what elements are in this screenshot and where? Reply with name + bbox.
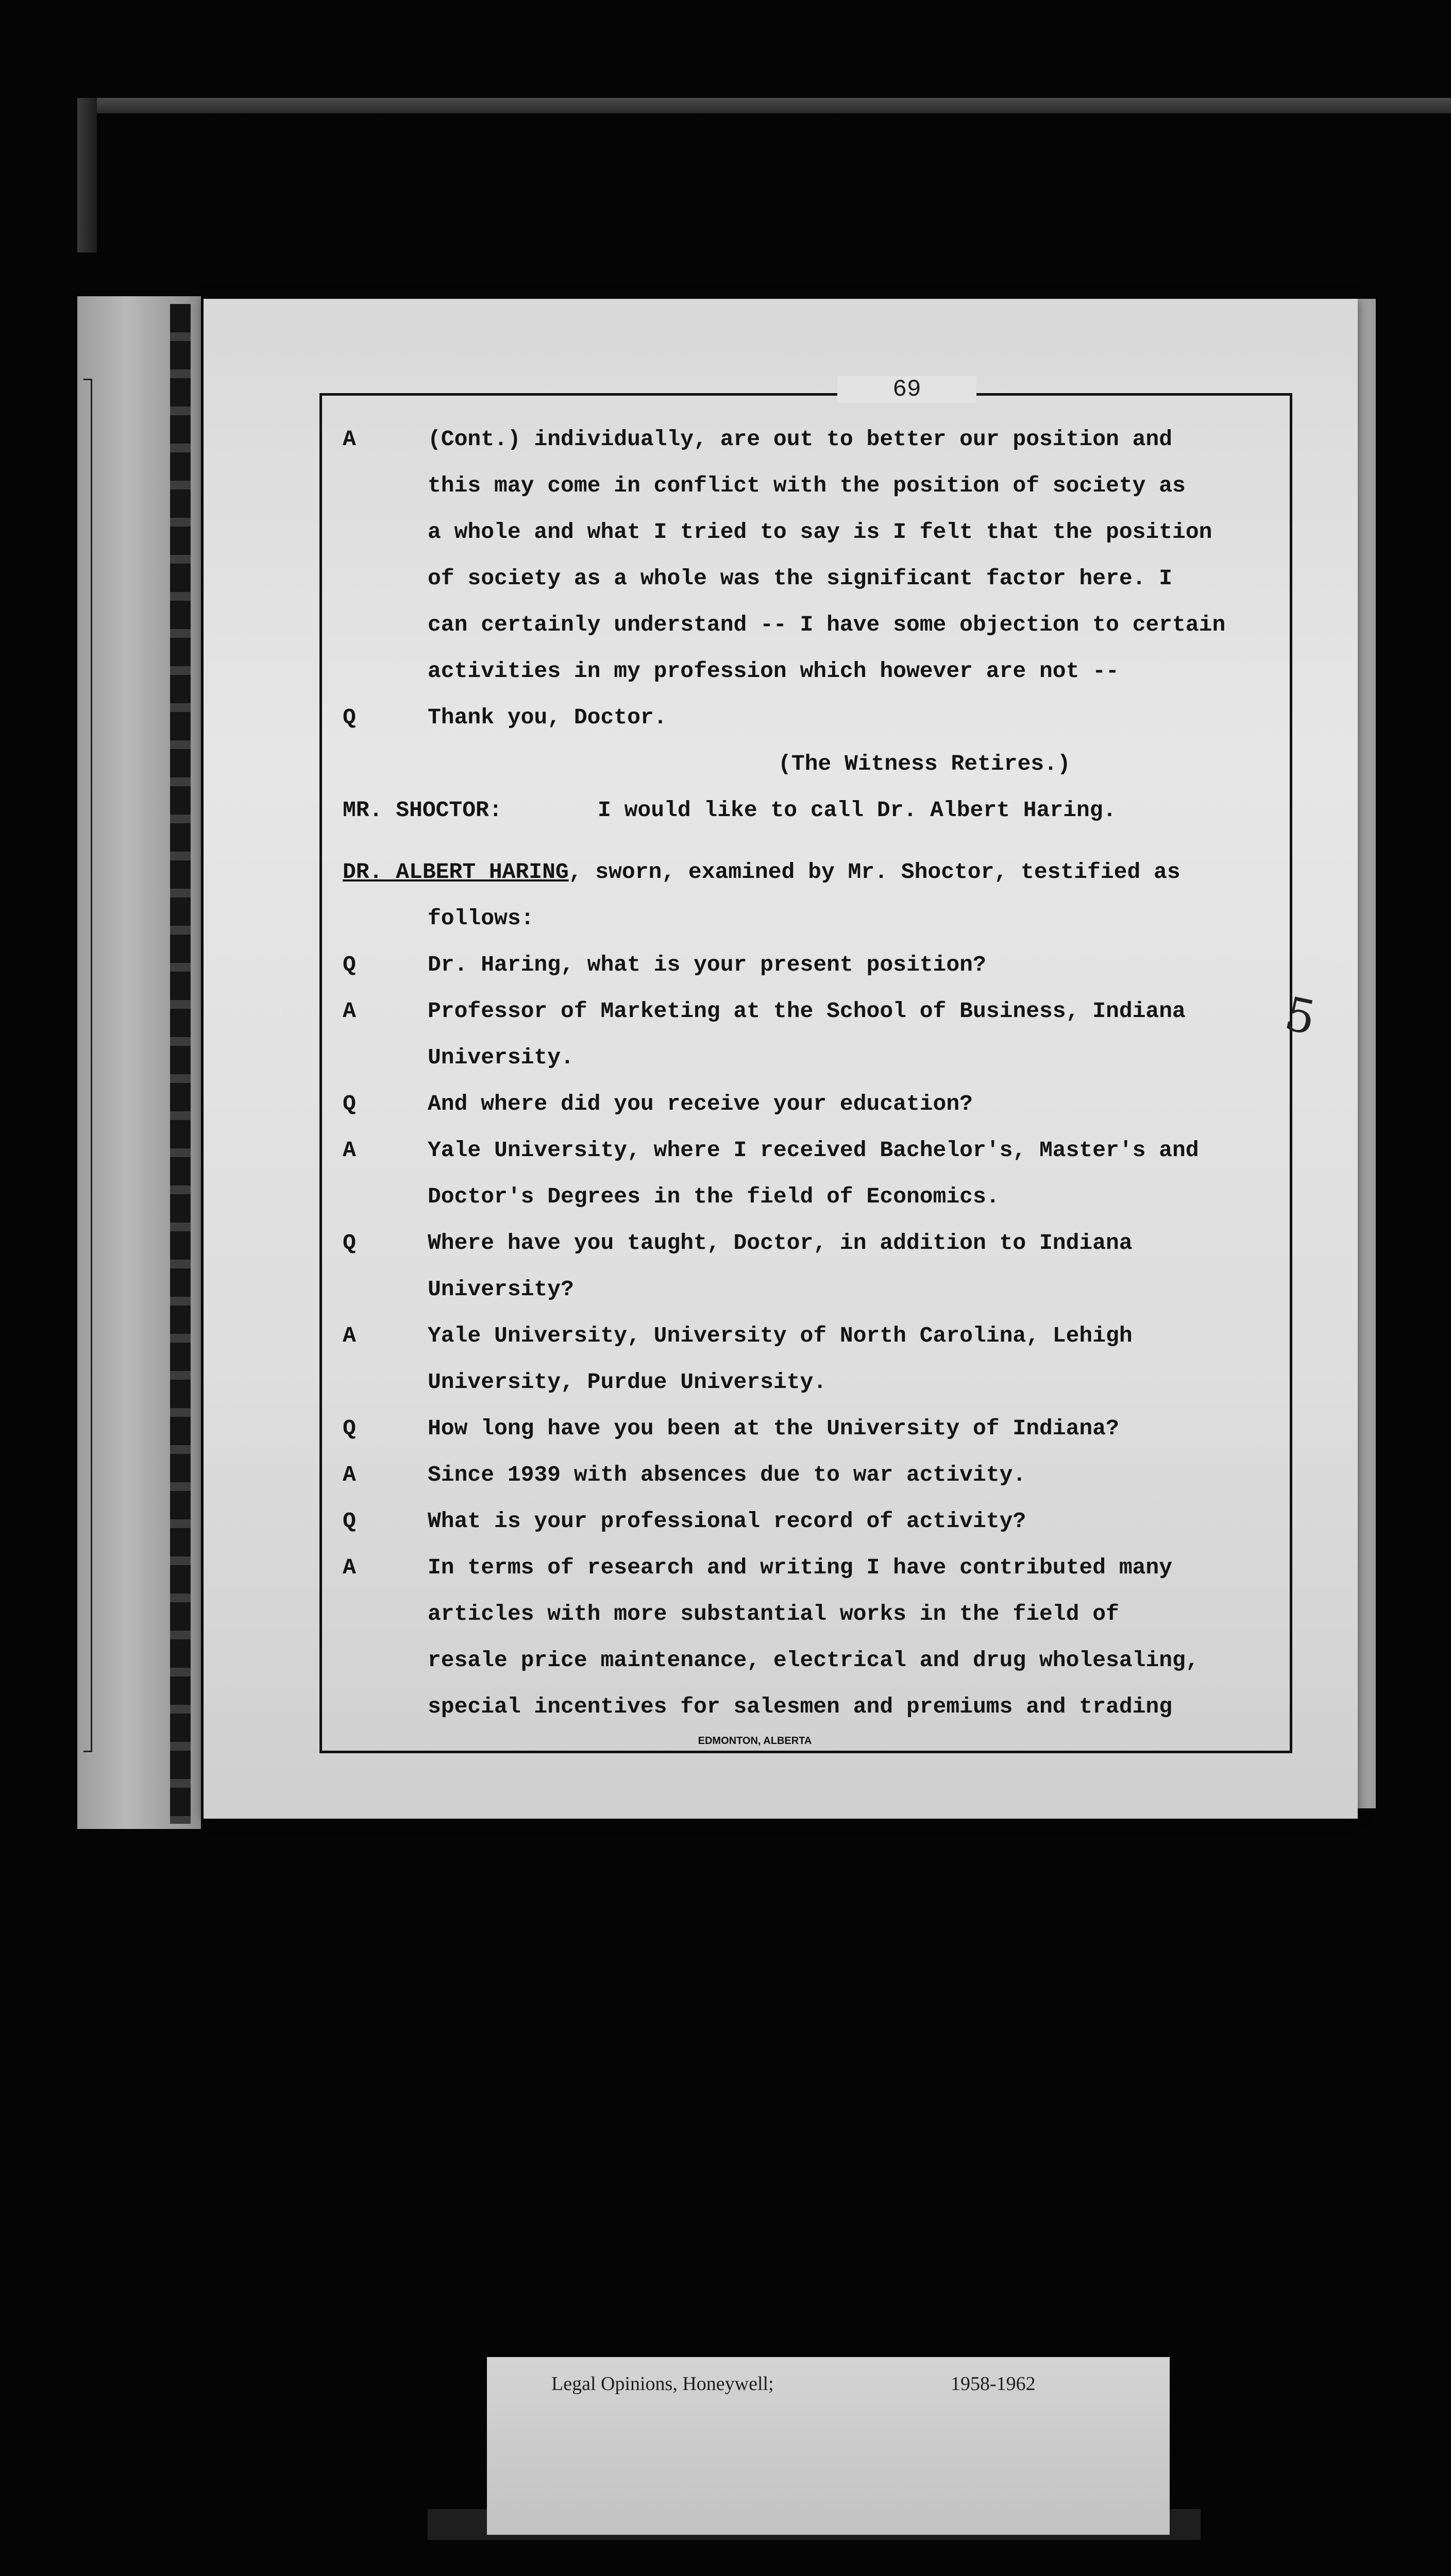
line-text: Yale University, where I received Bachelor's, Master's and — [428, 1138, 1199, 1163]
line-text: Since 1939 with absences due to war activity. — [428, 1462, 1026, 1487]
transcript-line — [322, 1174, 1290, 1220]
transcript-line — [322, 895, 1290, 942]
speaker-tag: A — [343, 1138, 356, 1163]
line-text: Dr. Haring, what is your present position? — [428, 952, 986, 977]
transcript-line — [322, 1452, 1290, 1498]
transcript-line — [322, 694, 1290, 741]
archive-label — [487, 2357, 1170, 2535]
transcript-line — [322, 1081, 1290, 1127]
speaker-tag: A — [343, 427, 356, 452]
line-text: (Cont.) individually, are out to better our position and — [428, 427, 1173, 452]
transcript-line — [322, 1035, 1290, 1081]
line-text: this may come in conflict with the position of society as — [428, 473, 1186, 498]
transcript-line — [322, 1684, 1290, 1730]
transcript-line — [322, 1591, 1290, 1637]
transcript-line — [322, 463, 1290, 509]
speaker-tag: Q — [343, 1416, 356, 1441]
line-text: articles with more substantial works in the field of — [428, 1601, 1119, 1626]
line-text: How long have you been at the University of Indiana? — [428, 1416, 1119, 1441]
transcript-line — [322, 1313, 1290, 1359]
line-text: resale price maintenance, electrical and drug wholesaling, — [428, 1648, 1199, 1673]
transcript-page — [204, 299, 1358, 1819]
speaker-tag: Q — [343, 952, 356, 977]
transcript-line — [322, 1498, 1290, 1545]
page-number: 69 — [837, 376, 976, 403]
line-text: activities in my profession which however are not -- — [428, 658, 1119, 684]
transcript-line — [322, 416, 1290, 463]
line-text: (The Witness Retires.) — [778, 751, 1071, 776]
speaker-tag: Q — [343, 705, 356, 730]
line-text: of society as a whole was the significant factor here. I — [428, 566, 1173, 591]
transcript-line — [322, 1637, 1290, 1684]
transcript-line — [322, 648, 1290, 694]
speaker-tag: A — [343, 1555, 356, 1580]
transcript-line — [322, 1545, 1290, 1591]
transcript-line — [322, 787, 1290, 834]
line-text: In terms of research and writing I have contributed many — [428, 1555, 1173, 1580]
reporter-footer: EDMONTON, ALBERTA — [698, 1735, 812, 1747]
transcript-line — [322, 509, 1290, 555]
archive-label-title: Legal Opinions, Honeywell; — [551, 2373, 774, 2395]
speaker-tag: A — [343, 998, 356, 1024]
transcript-line — [322, 1266, 1290, 1313]
line-text: Professor of Marketing at the School of Business, Indiana — [428, 998, 1186, 1024]
line-text: special incentives for salesmen and premiums and trading — [428, 1694, 1173, 1719]
microfilm-top-edge — [80, 98, 1451, 113]
microfilm-left-edge — [77, 98, 97, 252]
speaker-tag: Q — [343, 1230, 356, 1256]
archive-label-years: 1958-1962 — [951, 2373, 1036, 2395]
transcript-line — [322, 1405, 1290, 1452]
line-text: University? — [428, 1277, 574, 1302]
witness-intro-text: , sworn, examined by Mr. Shoctor, testified as — [568, 859, 1180, 885]
handwritten-margin-note: 5 — [1280, 987, 1321, 1046]
transcript-line — [322, 988, 1290, 1035]
speaker-tag: Q — [343, 1509, 356, 1534]
backing-sheet-edge — [83, 379, 92, 1752]
witness-intro — [322, 849, 1290, 895]
line-text: And where did you receive your education? — [428, 1091, 973, 1116]
line-text: What is your professional record of activity? — [428, 1509, 1026, 1534]
speaker-tag: A — [343, 1462, 356, 1487]
transcript-line — [322, 1127, 1290, 1174]
line-text: Doctor's Degrees in the field of Economics. — [428, 1184, 1000, 1209]
line-text: follows: — [428, 906, 534, 931]
line-text: Where have you taught, Doctor, in addition to Indiana — [428, 1230, 1133, 1256]
line-text: I would like to call Dr. Albert Haring. — [598, 798, 1117, 823]
line-text: University. — [428, 1045, 574, 1070]
line-text: Yale University, University of North Carolina, Lehigh — [428, 1323, 1133, 1348]
speaker-tag: Q — [343, 1091, 356, 1116]
line-text: Thank you, Doctor. — [428, 705, 667, 730]
transcript-line — [322, 1359, 1290, 1405]
stage-direction — [322, 741, 1290, 787]
line-text: University, Purdue University. — [428, 1369, 827, 1395]
speaker-tag: MR. SHOCTOR: — [343, 798, 502, 823]
line-text: a whole and what I tried to say is I felt that the position — [428, 519, 1212, 545]
witness-name: DR. ALBERT HARING — [343, 859, 569, 885]
page-border — [319, 376, 1292, 1753]
transcript-line — [322, 942, 1290, 988]
transcript-line — [322, 1220, 1290, 1266]
line-text: can certainly understand -- I have some objection to certain — [428, 612, 1226, 637]
binding-spine — [170, 304, 191, 1824]
transcript-line — [322, 602, 1290, 648]
transcript-line — [322, 555, 1290, 602]
line-text — [343, 849, 1180, 895]
speaker-tag: A — [343, 1323, 356, 1348]
